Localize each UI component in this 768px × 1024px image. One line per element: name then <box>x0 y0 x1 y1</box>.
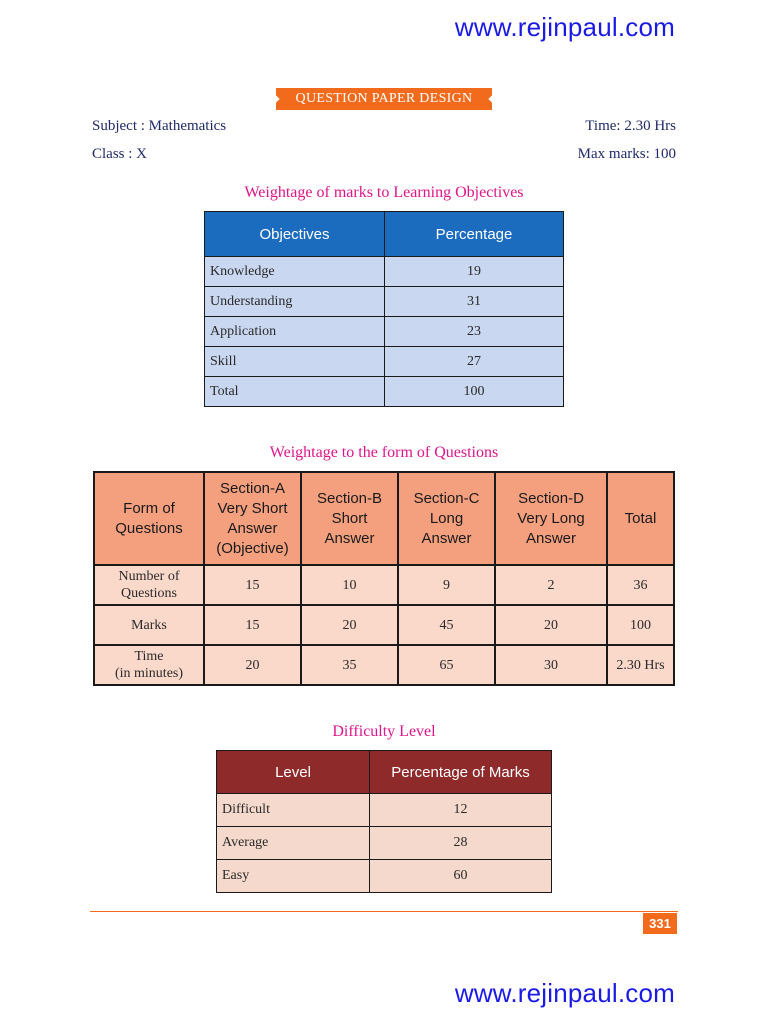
table-cell: 30 <box>495 645 607 685</box>
table-row <box>94 565 674 605</box>
table-cell: 15 <box>204 565 301 605</box>
difficulty-name: Difficult <box>217 794 370 827</box>
footer-divider <box>90 911 678 912</box>
difficulty-percentage: 28 <box>370 827 552 860</box>
column-header: Percentage of Marks <box>370 751 552 794</box>
column-header: Form of Questions <box>94 472 204 565</box>
table-cell: 20 <box>301 605 398 645</box>
objective-name: Application <box>205 317 385 347</box>
difficulty-level-caption: Difficulty Level <box>332 723 436 740</box>
table-row <box>94 645 674 685</box>
difficulty-percentage: 12 <box>370 794 552 827</box>
table-cell: 35 <box>301 645 398 685</box>
table-row <box>205 317 564 347</box>
objective-percentage: 23 <box>385 317 564 347</box>
column-header: Section-B Short Answer <box>301 472 398 565</box>
table-row <box>205 377 564 407</box>
table-cell: 2.30 Hrs <box>607 645 674 685</box>
table-cell: 20 <box>495 605 607 645</box>
max-marks-label: Max marks: 100 <box>577 146 676 162</box>
table-cell: 45 <box>398 605 495 645</box>
table-row <box>205 287 564 317</box>
table-header-row <box>94 472 674 565</box>
objective-name: Total <box>205 377 385 407</box>
table-cell: 10 <box>301 565 398 605</box>
column-header: Objectives <box>205 212 385 257</box>
table-row <box>94 605 674 645</box>
objective-percentage: 100 <box>385 377 564 407</box>
objective-percentage: 27 <box>385 347 564 377</box>
page-number-badge: 331 <box>643 913 677 934</box>
table-cell: 15 <box>204 605 301 645</box>
table-cell: 20 <box>204 645 301 685</box>
table-cell: 9 <box>398 565 495 605</box>
column-header: Total <box>607 472 674 565</box>
difficulty-level-table <box>216 750 552 893</box>
table-header-row <box>205 212 564 257</box>
difficulty-name: Easy <box>217 860 370 893</box>
website-footer-link[interactable]: www.rejinpaul.com <box>454 978 675 1008</box>
row-label: Time (in minutes) <box>94 645 204 685</box>
form-of-questions-table <box>93 471 675 686</box>
table-row <box>217 827 552 860</box>
table-header-row <box>217 751 552 794</box>
time-label: Time: 2.30 Hrs <box>585 118 676 134</box>
table-cell: 2 <box>495 565 607 605</box>
table-row <box>217 794 552 827</box>
objective-name: Understanding <box>205 287 385 317</box>
subject-label: Subject : Mathematics <box>92 118 227 134</box>
objective-percentage: 31 <box>385 287 564 317</box>
objective-name: Skill <box>205 347 385 377</box>
table-cell: 100 <box>607 605 674 645</box>
table-row <box>205 257 564 287</box>
column-header: Level <box>217 751 370 794</box>
row-label: Marks <box>94 605 204 645</box>
question-paper-design-banner: QUESTION PAPER DESIGN <box>274 86 494 112</box>
column-header: Percentage <box>385 212 564 257</box>
class-label: Class : X <box>92 146 148 162</box>
table-row <box>205 347 564 377</box>
column-header: Section-D Very Long Answer <box>495 472 607 565</box>
column-header: Section-C Long Answer <box>398 472 495 565</box>
table-cell: 65 <box>398 645 495 685</box>
objective-name: Knowledge <box>205 257 385 287</box>
table-row <box>217 860 552 893</box>
form-of-questions-caption: Weightage to the form of Questions <box>269 444 499 461</box>
difficulty-percentage: 60 <box>370 860 552 893</box>
website-header-link[interactable]: www.rejinpaul.com <box>454 12 675 42</box>
difficulty-name: Average <box>217 827 370 860</box>
objective-percentage: 19 <box>385 257 564 287</box>
row-label: Number of Questions <box>94 565 204 605</box>
column-header: Section-A Very Short Answer (Objective) <box>204 472 301 565</box>
objectives-caption: Weightage of marks to Learning Objectives <box>244 184 524 201</box>
objectives-table <box>204 211 564 407</box>
table-cell: 36 <box>607 565 674 605</box>
